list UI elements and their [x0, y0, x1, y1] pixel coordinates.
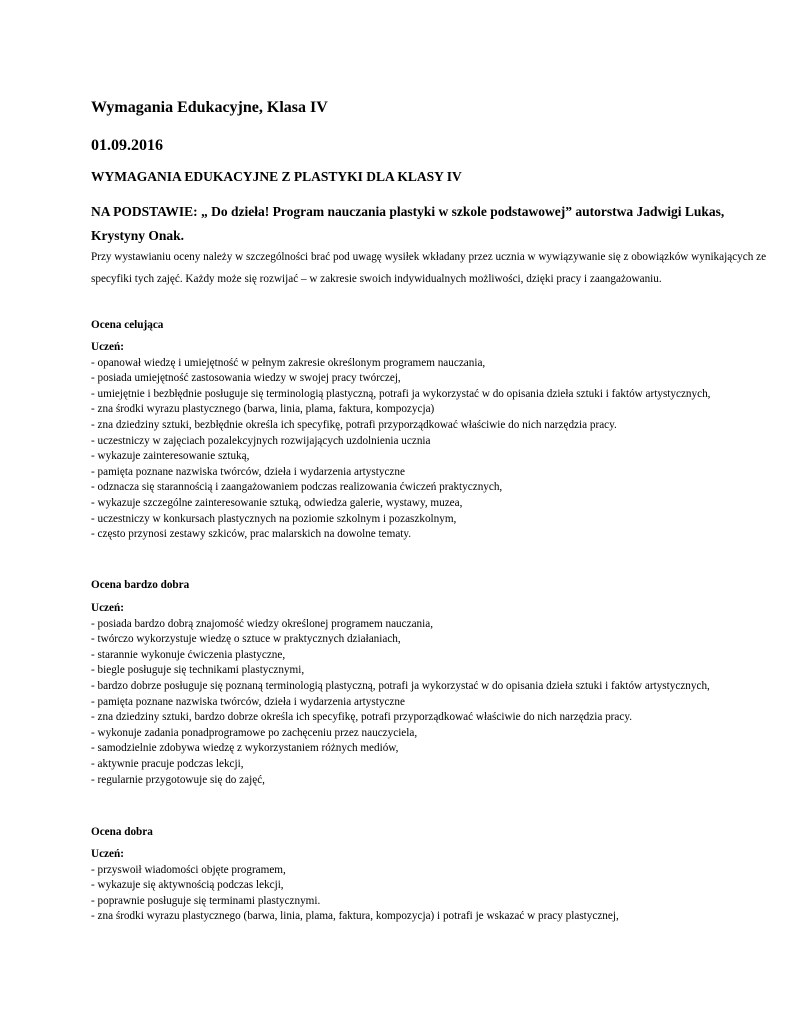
list-item: - wykazuje się aktywnością podczas lekcji, — [91, 879, 284, 892]
list-item: - uczestniczy w konkursach plastycznych na poziomie szkolnym i pozaszkolnym, — [91, 512, 457, 525]
list-item: - regularnie przygotowuje się do zajęć, — [91, 773, 265, 786]
list-item: - aktywnie pracuje podczas lekcji, — [91, 757, 244, 770]
list-item: - poprawnie posługuje się terminami plastycznymi. — [91, 894, 321, 907]
section-list-celujaca — [91, 340, 771, 543]
list-item: - wykazuje szczególne zainteresowanie sztuką, odwiedza galerie, wystawy, muzea, — [91, 496, 463, 509]
list-item: - biegle posługuje się technikami plastycznymi, — [91, 664, 305, 677]
document-title: Wymagania Edukacyjne, Klasa IV — [91, 99, 328, 116]
list-item: - starannie wykonuje ćwiczenia plastyczne, — [91, 648, 286, 661]
list-item: - opanował wiedzę i umiejętność w pełnym zakresie określonym programem nauczania, — [91, 356, 486, 369]
list-item: - zna środki wyrazu plastycznego (barwa, linia, plama, faktura, kompozycja) — [91, 403, 435, 416]
list-item: - posiada umiejętność zastosowania wiedzy w swojej pracy twórczej, — [91, 372, 401, 385]
student-label: Uczeń: — [91, 848, 124, 860]
list-item: - odznacza się starannością i zaangażowaniem podczas realizowania ćwiczeń praktycznych, — [91, 481, 503, 494]
intro-paragraph: Przy wystawianiu oceny należy w szczególności brać pod uwagę wysiłek wkładany przez ucznia w wywiązywanie się z obowiązków wynikających ze specyfiki tych zajęć. Każdy może się rozwijać – w zakresie swoich indywidualnych możliwości, dzięki pracy i zaangażowaniu. — [91, 251, 767, 285]
list-item: - uczestniczy w zajęciach pozalekcyjnych rozwijających uzdolnienia ucznia — [91, 434, 431, 447]
section-title-dobra: Ocena dobra — [91, 826, 153, 838]
section-title-bardzo-dobra: Ocena bardzo dobra — [91, 579, 190, 591]
list-item: - umiejętnie i bezbłędnie posługuje się terminologią plastyczną, potrafi ja wykorzystać w do opisania dzieła sztuki i faktów artystycznych, — [91, 387, 711, 400]
basis-heading: NA PODSTAWIE: „ Do dzieła! Program nauczania plastyki w szkole podstawowej” autorstwa Jadwigi Lukas, Krystyny Onak. — [91, 204, 725, 243]
student-label: Uczeń: — [91, 341, 124, 353]
list-item: - często przynosi zestawy szkiców, prac malarskich na dowolne tematy. — [91, 528, 412, 541]
list-item: - zna dziedziny sztuki, bardzo dobrze określa ich specyfikę, potrafi przyporządkować właściwie do nich narzędzia pracy. — [91, 711, 633, 724]
subject-heading: WYMAGANIA EDUKACYJNE Z PLASTYKI DLA KLASY IV — [91, 169, 462, 184]
section-title-celujaca: Ocena celująca — [91, 319, 164, 331]
list-item: - bardzo dobrze posługuje się poznaną terminologią plastyczną, potrafi ja wykorzystać w do opisania dzieła sztuki i faktów artystycznych, — [91, 679, 710, 692]
list-item: - wykonuje zadania ponadprogramowe po zachęceniu przez nauczyciela, — [91, 726, 418, 739]
student-label: Uczeń: — [91, 602, 124, 614]
list-item: - twórczo wykorzystuje wiedzę o sztuce w praktycznych działaniach, — [91, 633, 401, 646]
list-item: - samodzielnie zdobywa wiedzę z wykorzystaniem różnych mediów, — [91, 742, 399, 755]
list-item: - zna dziedziny sztuki, bezbłędnie określa ich specyfikę, potrafi przyporządkować właściwie do nich narzędzia pracy. — [91, 418, 617, 431]
section-list-dobra — [91, 847, 771, 925]
list-item: - pamięta poznane nazwiska twórców, dzieła i wydarzenia artystyczne — [91, 465, 405, 478]
section-list-bardzo-dobra — [91, 601, 771, 788]
list-item: - zna środki wyrazu plastycznego (barwa, linia, plama, faktura, kompozycja) i potrafi je wskazać w pracy plastycznej, — [91, 910, 619, 923]
list-item: - pamięta poznane nazwiska twórców, dzieła i wydarzenia artystyczne — [91, 695, 405, 708]
list-item: - przyswoił wiadomości objęte programem, — [91, 863, 286, 876]
list-item: - posiada bardzo dobrą znajomość wiedzy określonej programem nauczania, — [91, 617, 434, 630]
list-item: - wykazuje zainteresowanie sztuką, — [91, 450, 250, 463]
document-date: 01.09.2016 — [91, 137, 163, 154]
